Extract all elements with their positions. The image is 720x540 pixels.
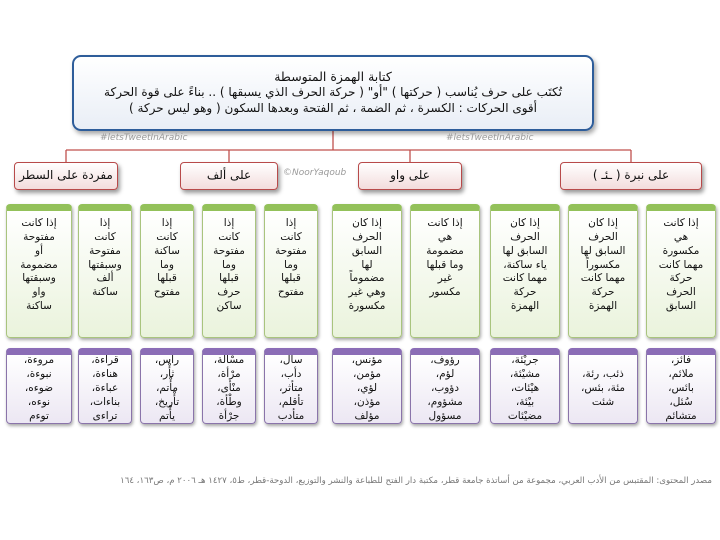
rule-line-alef-before: إذا كانت مفتوحة وسبقتها ألف ساكنة: [78, 204, 132, 338]
title-box: [72, 55, 594, 131]
rule-yaa-kasra: إذا كانت هي مكسورة مهما كانت حركة الحرف السابق: [646, 204, 716, 338]
rule-alef-sukun-fatha: إذا كانت ساكنة وما قبلها مفتوح: [140, 204, 194, 338]
examples-alef-fatha-fatha: سأل، دأب، متأثر، تأقلم، متأدب: [264, 348, 318, 424]
rule-yaa-prev-yaa: إذا كان الحرف السابق لها ياء ساكنة، مهما كانت حركة الهمزة: [490, 204, 560, 338]
rule-alef-fatha-sukun: إذا كانت مفتوحة وما قبلها حرف ساكن: [202, 204, 256, 338]
category-waw-seat: على واو: [358, 162, 462, 190]
rule-yaa-prev-kasra: إذا كان الحرف السابق لها مكسوراً مهما كانت حركة الهمزة: [568, 204, 638, 338]
title-rule: تُكتَب على حرف يُناسب ( حركتها ) "أو" ( حركة الحرف الذي يسبقها ) .. بناءً على قوة الحركة: [104, 85, 562, 100]
examples-yaa-prev-kasra: ذئب، رئة، مئة، بئس، شئت: [568, 348, 638, 424]
examples-line-alef-before: قراءة، هناءة، عباءة، بناءات، تراءى: [78, 348, 132, 424]
examples-waw-prev-damma: مؤنس، مؤمن، لؤي، مؤذن، مؤلف: [332, 348, 402, 424]
hashtag-right: #letsTweetInArabic: [446, 133, 534, 143]
examples-line-waw-before: مروءة، نبوءة، ضوءه، نوءه، توءم: [6, 348, 72, 424]
examples-waw-damma: رؤوف، لؤم، دؤوب، مشؤوم، مسؤول: [410, 348, 480, 424]
author-watermark: ©NoorYaqoub: [283, 168, 347, 178]
title-strength: أقوى الحركات : الكسرة ، ثم الضمة ، ثم الفتحة وبعدها السكون ( وهو ليس حركة ): [129, 101, 538, 116]
category-on-line: مفردة على السطر: [14, 162, 118, 190]
hashtag-left: #letsTweetInArabic: [100, 133, 188, 143]
rule-alef-fatha-fatha: إذا كانت مفتوحة وما قبلها مفتوح: [264, 204, 318, 338]
rule-waw-prev-damma: إذا كان الحرف السابق لها مضموماً وهي غير مكسورة: [332, 204, 402, 338]
category-yaa-seat: على نبرة ( ـئـ ): [560, 162, 702, 190]
rule-waw-damma: إذا كانت هي مضمومة وما قبلها غير مكسور: [410, 204, 480, 338]
source-citation: مصدر المحتوى: المقتبس من الأدب العربي، مجموعة من أساتذة جامعة قطر، مكتبة دار الفتح للطباعة والنشر والتوزيع، الدوحة-قطر، ط٥، ١٤٢٧ هـ ٢٠٠٦ م، ص١٦٣، ١٦٤: [120, 476, 712, 486]
examples-alef-fatha-sukun: مسْألة، مرْأة، منْأى، وطْأة، جرْأة: [202, 348, 256, 424]
examples-alef-sukun-fatha: رأْس، ثأْر، مأْتم، تأْريخ، يأْتم: [140, 348, 194, 424]
examples-yaa-kasra: فائز، ملائم، بائس، سُئل، متشائم: [646, 348, 716, 424]
rule-line-waw-before: إذا كانت مفتوحة أو مضمومة وسبقتها واو ساكنة: [6, 204, 72, 338]
examples-yaa-prev-yaa: جريْئة، مشيْئة، هيْئات، بيْئة، مضيْئات: [490, 348, 560, 424]
title-heading: كتابة الهمزة المتوسطة: [274, 68, 392, 84]
category-alef-seat: على ألف: [180, 162, 278, 190]
